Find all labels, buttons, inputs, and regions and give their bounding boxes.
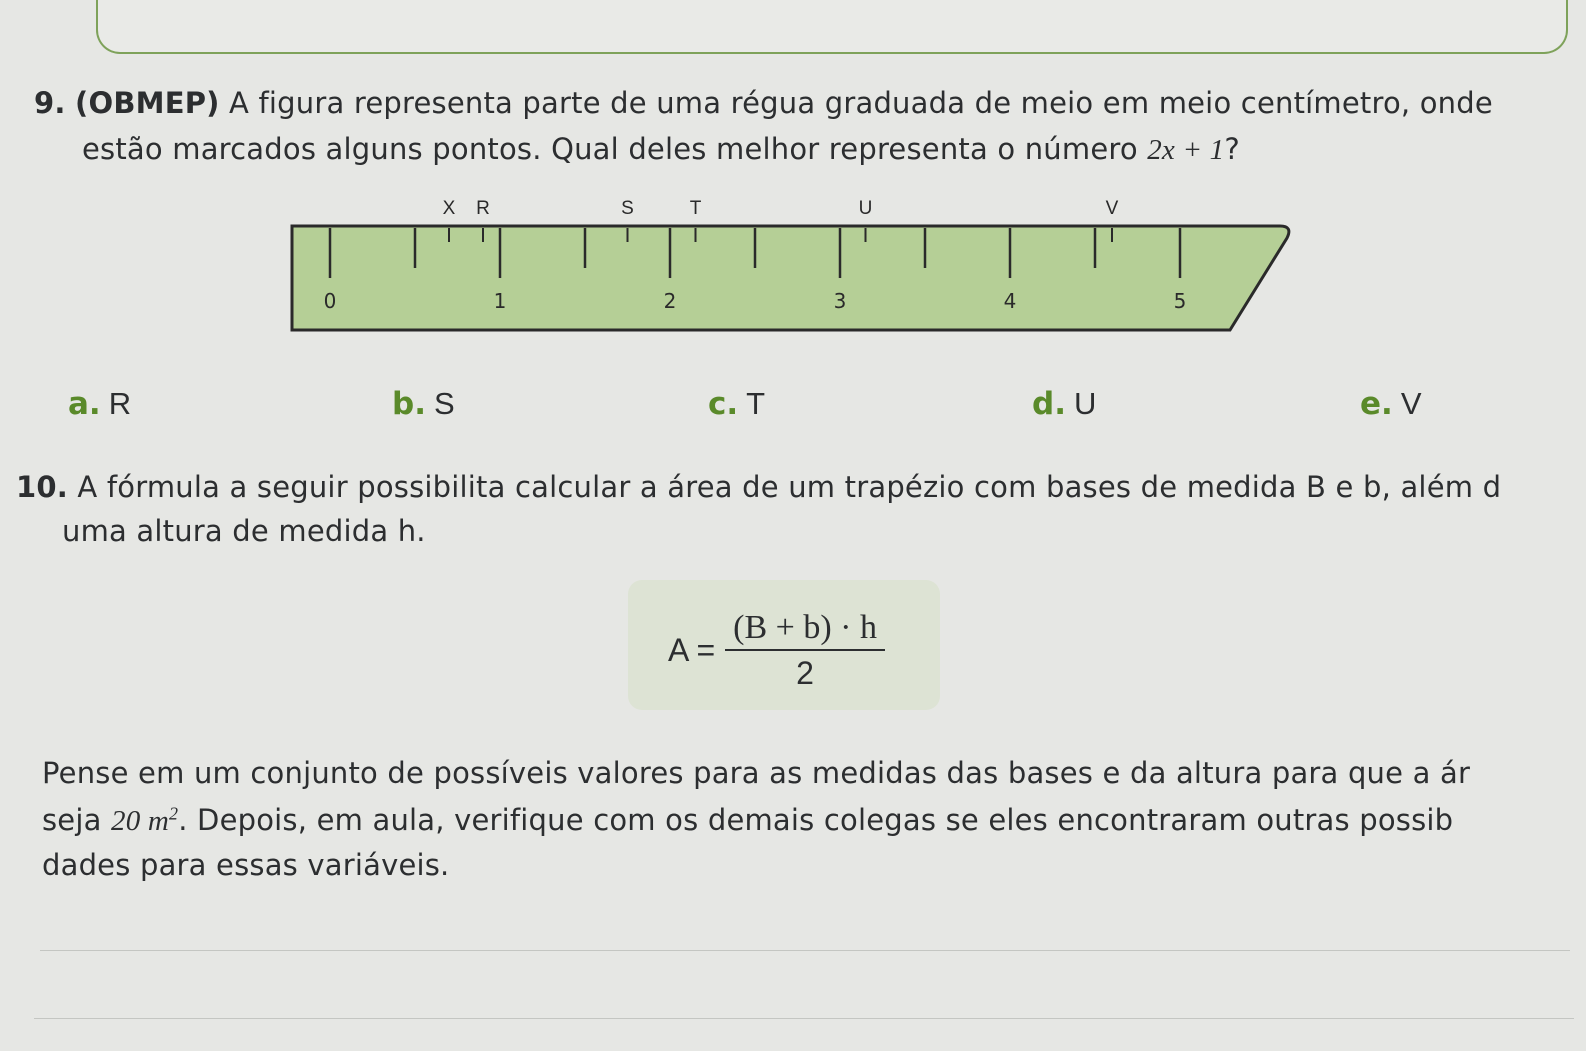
option-e-value: V: [1400, 386, 1422, 421]
ruler-number: 2: [663, 289, 677, 313]
answer-line-2: [34, 1018, 1574, 1019]
option-a-value: R: [108, 386, 132, 421]
formula-lhs: A =: [668, 631, 716, 668]
formula-denominator: 2: [796, 654, 814, 691]
q10-para-text-2: . Depois, em aula, verifique com os demais colegas se eles encontraram outras possib: [178, 803, 1454, 837]
option-b-label: b.: [392, 386, 426, 422]
option-c-label: c.: [708, 386, 739, 422]
point-label-t: T: [689, 198, 702, 219]
q9-line1: [34, 86, 1493, 120]
ruler-body: [292, 226, 1289, 330]
ruler-number: 3: [833, 289, 847, 313]
top-answer-box: [96, 0, 1568, 54]
point-label-s: S: [621, 198, 634, 219]
q10-para-text-3: dades para essas variáveis.: [42, 848, 450, 882]
option-a-label: a.: [68, 386, 101, 422]
q10-paragraph-line1: [42, 756, 1470, 790]
q9-text-2: estão marcados alguns pontos. Qual deles melhor representa o número: [82, 132, 1138, 166]
option-b-value: S: [433, 386, 455, 421]
ruler-number: 1: [493, 289, 507, 313]
q10-area-exponent: 2: [169, 803, 179, 824]
option-d[interactable]: [1032, 386, 1096, 422]
answer-line-1: [40, 950, 1570, 951]
option-b[interactable]: [392, 386, 455, 422]
q10-line2: [62, 514, 426, 548]
option-c[interactable]: [708, 386, 765, 422]
q9-text-1: A figura representa parte de uma régua graduada de meio em meio centímetro, onde: [229, 86, 1493, 120]
point-label-v: V: [1105, 198, 1119, 219]
q9-question-mark: ?: [1224, 132, 1240, 166]
option-a[interactable]: [68, 386, 131, 422]
ruler-figure: [290, 190, 1300, 340]
q10-area-value: [111, 805, 178, 837]
option-e[interactable]: [1360, 386, 1422, 422]
q10-paragraph-line2: [42, 803, 1453, 838]
q9-line2: [82, 132, 1240, 167]
q10-number: 10.: [16, 470, 68, 504]
q10-para-text-1: Pense em um conjunto de possíveis valores para as medidas das bases e da altura para que a ár: [42, 756, 1471, 790]
point-label-u: U: [858, 198, 873, 219]
trapezoid-area-formula: [668, 605, 885, 695]
option-c-value: T: [746, 386, 766, 421]
ruler-number: 5: [1173, 289, 1187, 313]
formula-fraction: [725, 609, 885, 692]
formula-numerator: (B + b) · h: [725, 609, 885, 651]
q10-text-2: uma altura de medida h.: [62, 514, 426, 548]
q9-number: 9.: [34, 86, 66, 120]
ruler-points: [443, 198, 1119, 219]
q10-paragraph-line3: [42, 848, 449, 882]
ruler-number: 4: [1003, 289, 1017, 313]
q9-expression: 2x + 1: [1147, 134, 1225, 166]
q10-para-seja: seja: [42, 803, 102, 837]
option-d-value: U: [1073, 386, 1097, 421]
q10-line1: [16, 470, 1501, 504]
q10-area-number: 20 m: [111, 805, 170, 837]
point-label-r: R: [476, 198, 490, 219]
point-label-x: X: [442, 198, 456, 219]
option-d-label: d.: [1032, 386, 1066, 422]
ruler-number: 0: [323, 289, 337, 313]
q9-source: (OBMEP): [75, 86, 220, 120]
option-e-label: e.: [1360, 386, 1393, 422]
q10-text-1: A fórmula a seguir possibilita calcular a área de um trapézio com bases de medida B e b, além d: [77, 470, 1502, 504]
